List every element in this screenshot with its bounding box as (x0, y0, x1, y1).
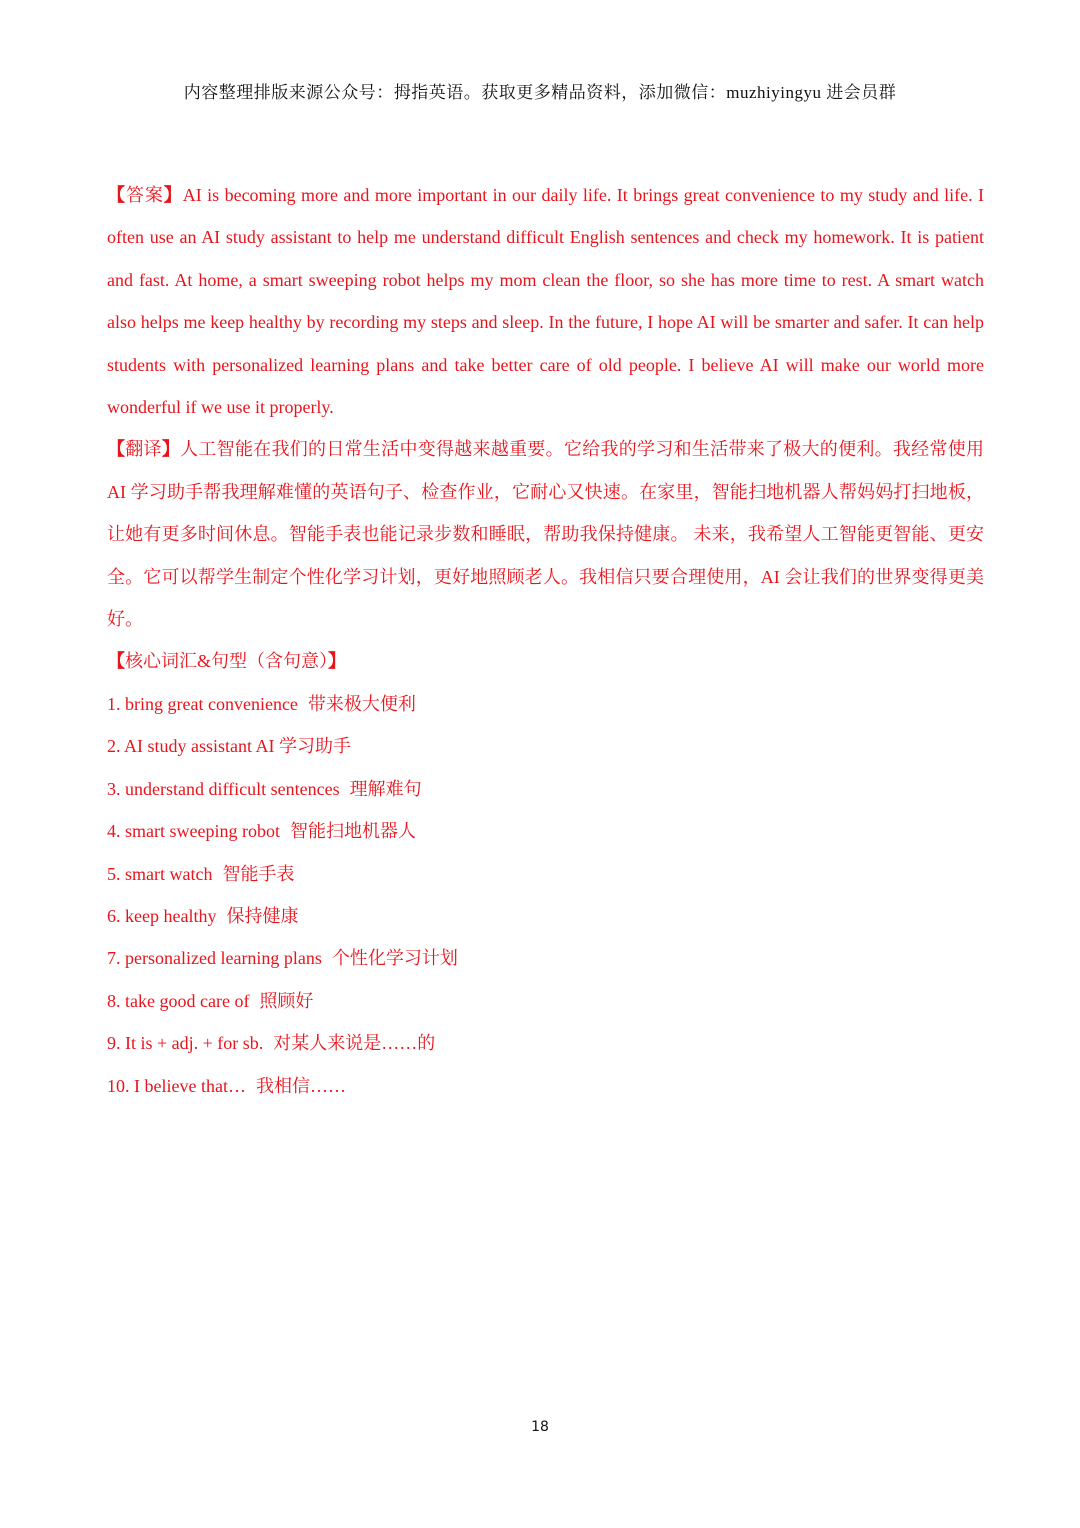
vocab-item-zh: 智能手表 (222, 863, 295, 884)
vocab-item (107, 768, 984, 810)
vocab-item (107, 1065, 984, 1107)
vocab-item (107, 980, 984, 1022)
vocab-item-en: 9. It is + adj. + for sb. (107, 1033, 264, 1054)
vocab-item (107, 810, 984, 852)
vocab-list (107, 683, 984, 1107)
vocab-item-zh: 个性化学习计划 (331, 948, 458, 969)
translation-text: 人工智能在我们的日常生活中变得越来越重要。它给我的学习和生活带来了极大的便利。我经常使用 AI 学习助手帮我理解难懂的英语句子、检查作业，它耐心又快速。在家里，智能扫地机器人帮妈妈打扫地板，让她有更多时间休息。智能手表也能记录步数和睡眠，帮助我保持健康。 未来，我希望人工智能更智能、更安全。它可以帮学生制定个性化学习计划，更好地照顾老人。我相信只要合理使用，AI 会让我们的世界变得更美好。 (107, 439, 985, 630)
vocab-item-en: 4. smart sweeping robot (107, 821, 280, 842)
vocab-item-zh: 我相信…… (255, 1075, 346, 1096)
vocab-item (107, 895, 984, 937)
vocab-item-zh: 智能扫地机器人 (289, 821, 416, 842)
vocab-item-en: 1. bring great convenience (107, 693, 298, 714)
vocab-item (107, 683, 984, 725)
vocab-item (107, 937, 984, 979)
vocab-item-en: 6. keep healthy (107, 905, 217, 926)
answer-label-close: 】 (163, 185, 183, 205)
document-body (107, 174, 984, 1107)
answer-text: AI is becoming more and more important in our daily life. It brings great convenience to my study and life. I often use an AI study assistant to help me understand difficult English sentences and check my homework. It is patient and fast. At home, a smart sweeping robot helps my mom clean the floor, so she has more time to rest. A smart watch also helps me keep healthy by recording my steps and sleep. In the future, I hope AI will be smarter and safer. It can help students with personalized learning plans and take better care of old people. I believe AI will make our world more wonderful if we use it properly. (107, 185, 985, 418)
vocab-heading (107, 640, 984, 682)
vocab-item-zh: 对某人来说是……的 (273, 1033, 436, 1054)
page-number: 18 (531, 1419, 549, 1435)
vocab-item-zh: 保持健康 (226, 905, 299, 926)
translation-label-open: 【 (107, 439, 126, 460)
answer-label: 答案 (125, 185, 164, 205)
translation-label: 翻译 (125, 439, 162, 460)
answer-label-open: 【 (107, 185, 126, 205)
answer-paragraph (107, 174, 984, 428)
vocab-item-zh: 理解难句 (349, 778, 422, 799)
vocab-item-zh: 照顾好 (259, 990, 314, 1011)
vocab-heading-close: 】 (328, 651, 346, 672)
vocab-item-en: 2. AI study assistant (107, 736, 253, 757)
vocab-item (107, 725, 984, 767)
vocab-item (107, 1022, 984, 1064)
translation-paragraph (107, 428, 984, 640)
translation-label-close: 】 (161, 439, 181, 460)
vocab-item-en: 8. take good care of (107, 990, 250, 1011)
vocab-item (107, 853, 984, 895)
vocab-item-zh: 带来极大便利 (307, 693, 416, 714)
vocab-item-zh: AI 学习助手 (255, 736, 352, 757)
vocab-item-en: 10. I believe that… (107, 1075, 246, 1096)
vocab-heading-text: 核心词汇&句型（含句意） (125, 651, 328, 672)
vocab-heading-open: 【 (107, 651, 125, 672)
vocab-item-en: 5. smart watch (107, 863, 213, 884)
page-header: 内容整理排版来源公众号：拇指英语。获取更多精品资料，添加微信：muzhiyingyu 进会员群 (183, 83, 897, 102)
vocab-item-en: 7. personalized learning plans (107, 948, 322, 969)
vocab-item-en: 3. understand difficult sentences (107, 778, 340, 799)
